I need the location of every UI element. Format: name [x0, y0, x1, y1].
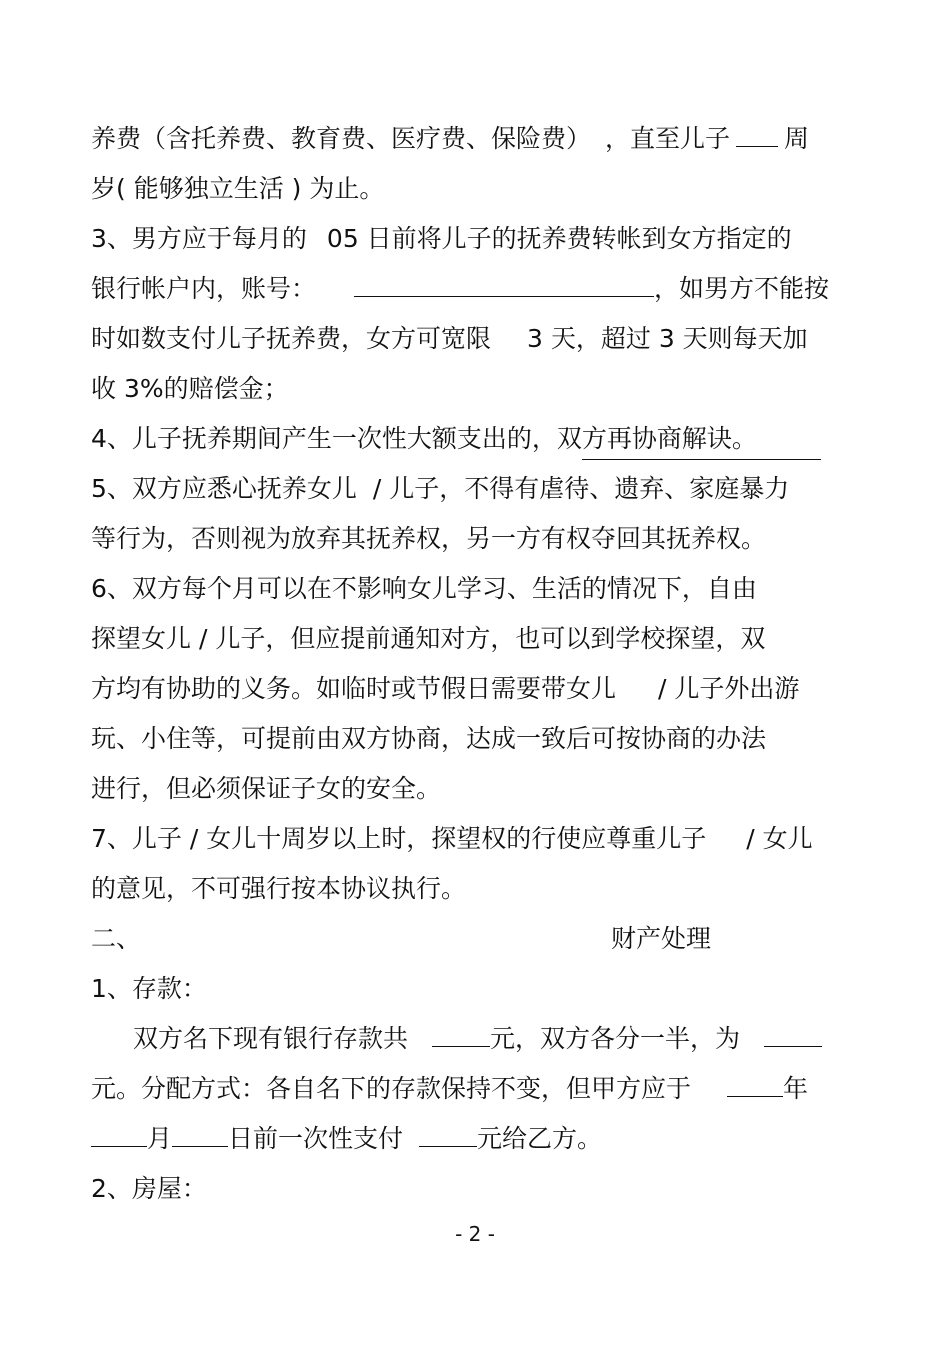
line-15-text-b: / 女儿 [746, 824, 813, 853]
page-number: - 2 - [455, 1222, 495, 1246]
line-21-text-b: 日前一次性支付 [228, 1124, 404, 1153]
line-12-text-b: / 儿子外出游 [658, 674, 800, 703]
text-line-21 [91, 1119, 602, 1159]
text-line-10 [91, 569, 757, 609]
text-line-7 [91, 419, 821, 459]
line-19-text-b: 元，双方各分一半，为 [490, 1024, 741, 1053]
line-20-text-b: 年 [783, 1074, 809, 1103]
line-5-text-b: 3 天，超过 3 天则每天加 [527, 324, 808, 353]
text-line-12 [91, 669, 799, 709]
deposit-total-blank [432, 1020, 490, 1047]
text-line-11 [91, 619, 765, 659]
text-line-22 [91, 1169, 207, 1209]
line-18-text: 1、存款： [91, 974, 207, 1003]
line-1-text-c: 周 [784, 124, 810, 153]
text-line-16 [91, 869, 466, 909]
line-9-text: 等行为，否则视为放弃其抚养权，另一方有权夺回其抚养权。 [91, 524, 767, 553]
line-1-text: 养费（含托养费、教育费、医疗费、保险费） [91, 124, 592, 153]
text-line-2 [91, 169, 384, 209]
line-13-text: 玩、小住等，可提前由双方协商，达成一致后可按协商的办法 [91, 724, 767, 753]
line-7-text: 4、儿子抚养期间产生一次性大额支出的，双 [91, 424, 582, 453]
line-3-text: 3、男方应于每月的 [91, 224, 307, 253]
line-21-text-c: 元给乙方。 [477, 1124, 603, 1153]
line-8-text: 5、双方应悉心抚养女儿 [91, 474, 357, 503]
text-line-19 [133, 1019, 822, 1059]
line-16-text: 的意见，不可强行按本协议执行。 [91, 874, 467, 903]
line-15-text: 7、儿子 / 女儿十周岁以上时，探望权的行使应尊重儿子 [91, 824, 707, 853]
line-8-text-b: / 儿子，不得有虐待、遗弃、家庭暴力 [372, 474, 790, 503]
section-number: 二、 [91, 924, 142, 953]
text-line-9 [91, 519, 766, 559]
line-7-underlined-text: 方再协商解诀。 [582, 419, 821, 460]
account-number-blank [354, 270, 654, 297]
line-4-text-b: ，如男方不能按 [654, 274, 830, 303]
line-20-text: 元。分配方式：各自名下的存款保持不变，但甲方应于 [91, 1074, 692, 1103]
line-1-text-b: ，直至儿子 [605, 124, 731, 153]
text-line-20 [91, 1069, 808, 1109]
payment-year-blank [727, 1070, 783, 1097]
text-line-8 [91, 469, 789, 509]
payment-month-blank [91, 1120, 147, 1147]
text-line-6 [91, 369, 289, 409]
line-14-text: 进行，但必须保证子女的安全。 [91, 774, 442, 803]
payment-day-blank [172, 1120, 228, 1147]
text-line-3 [91, 219, 792, 259]
deposit-half-blank [764, 1020, 822, 1047]
text-line-5 [91, 319, 808, 359]
text-line-4 [91, 269, 829, 309]
payment-amount-blank [419, 1120, 477, 1147]
text-line-13 [91, 719, 766, 759]
text-line-18 [91, 969, 207, 1009]
line-19-text: 双方名下现有银行存款共 [133, 1024, 409, 1053]
section-title: 财产处理 [611, 924, 712, 953]
line-4-text: 银行帐户内，账号： [91, 274, 317, 303]
line-11-text: 探望女儿 / 儿子，但应提前通知对方，也可以到学校探望，双 [91, 624, 766, 653]
line-21-text: 月 [147, 1124, 173, 1153]
line-2-text: 岁( 能够独立生活 ) 为止。 [91, 174, 385, 203]
line-10-text: 6、双方每个月可以在不影响女儿学习、生活的情况下，自由 [91, 574, 757, 603]
line-6-text: 收 3%的赔偿金； [91, 374, 289, 403]
age-blank [736, 120, 778, 147]
line-5-text: 时如数支付儿子抚养费，女方可宽限 [91, 324, 492, 353]
text-line-15 [91, 819, 813, 859]
line-12-text: 方均有协助的义务。如临时或节假日需要带女儿 [91, 674, 617, 703]
text-line-14 [91, 769, 441, 809]
text-line-1 [91, 119, 809, 159]
section-heading-line [91, 919, 711, 959]
line-3-text-b: 05 日前将儿子的抚养费转帐到女方指定的 [326, 224, 792, 253]
line-22-text: 2、房屋： [91, 1174, 207, 1203]
